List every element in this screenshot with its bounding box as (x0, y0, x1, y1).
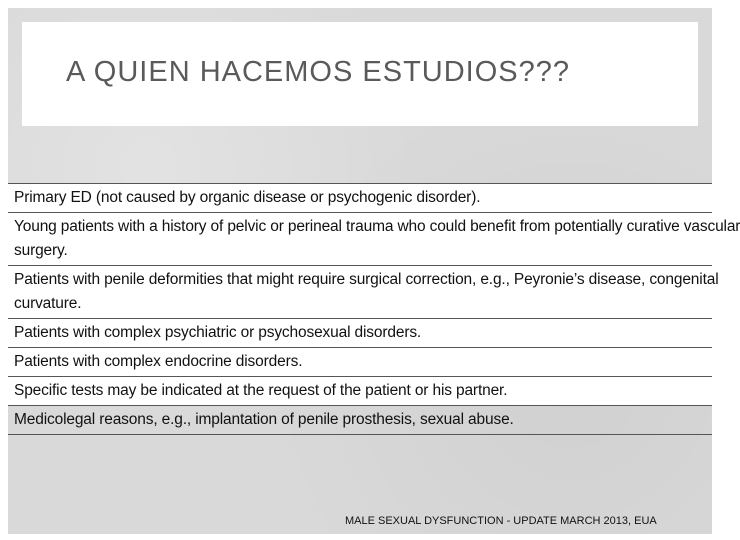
slide-footer: MALE SEXUAL DYSFUNCTION - UPDATE MARCH 2013, EUA (345, 515, 657, 527)
row-text: Primary ED (not caused by organic disease or psychogenic disorder). (14, 189, 481, 206)
row-text: Patients with complex psychiatric or psychosexual disorders. (14, 324, 422, 341)
row-text: curvature. (14, 295, 82, 312)
table-row (8, 265, 719, 318)
criteria-table (8, 183, 740, 428)
table-row (8, 212, 740, 265)
table-row (8, 183, 712, 212)
table-row (8, 376, 712, 405)
row-text: Patients with penile deformities that might require surgical correction, e.g., Peyronie’s disease, congenital (14, 271, 719, 288)
table-row (8, 318, 712, 347)
table-row (8, 347, 712, 376)
row-text: Medicolegal reasons, e.g., implantation of penile prosthesis, sexual abuse. (14, 411, 514, 428)
slide-title: A QUIEN HACEMOS ESTUDIOS??? (66, 56, 571, 88)
row-text: Young patients with a history of pelvic or perineal trauma who could benefit from potentially curative vascular (14, 218, 740, 235)
row-text: Patients with complex endocrine disorders. (14, 353, 303, 370)
row-text: surgery. (14, 242, 68, 259)
table-row (8, 405, 712, 435)
row-text: Specific tests may be indicated at the request of the patient or his partner. (14, 382, 508, 399)
